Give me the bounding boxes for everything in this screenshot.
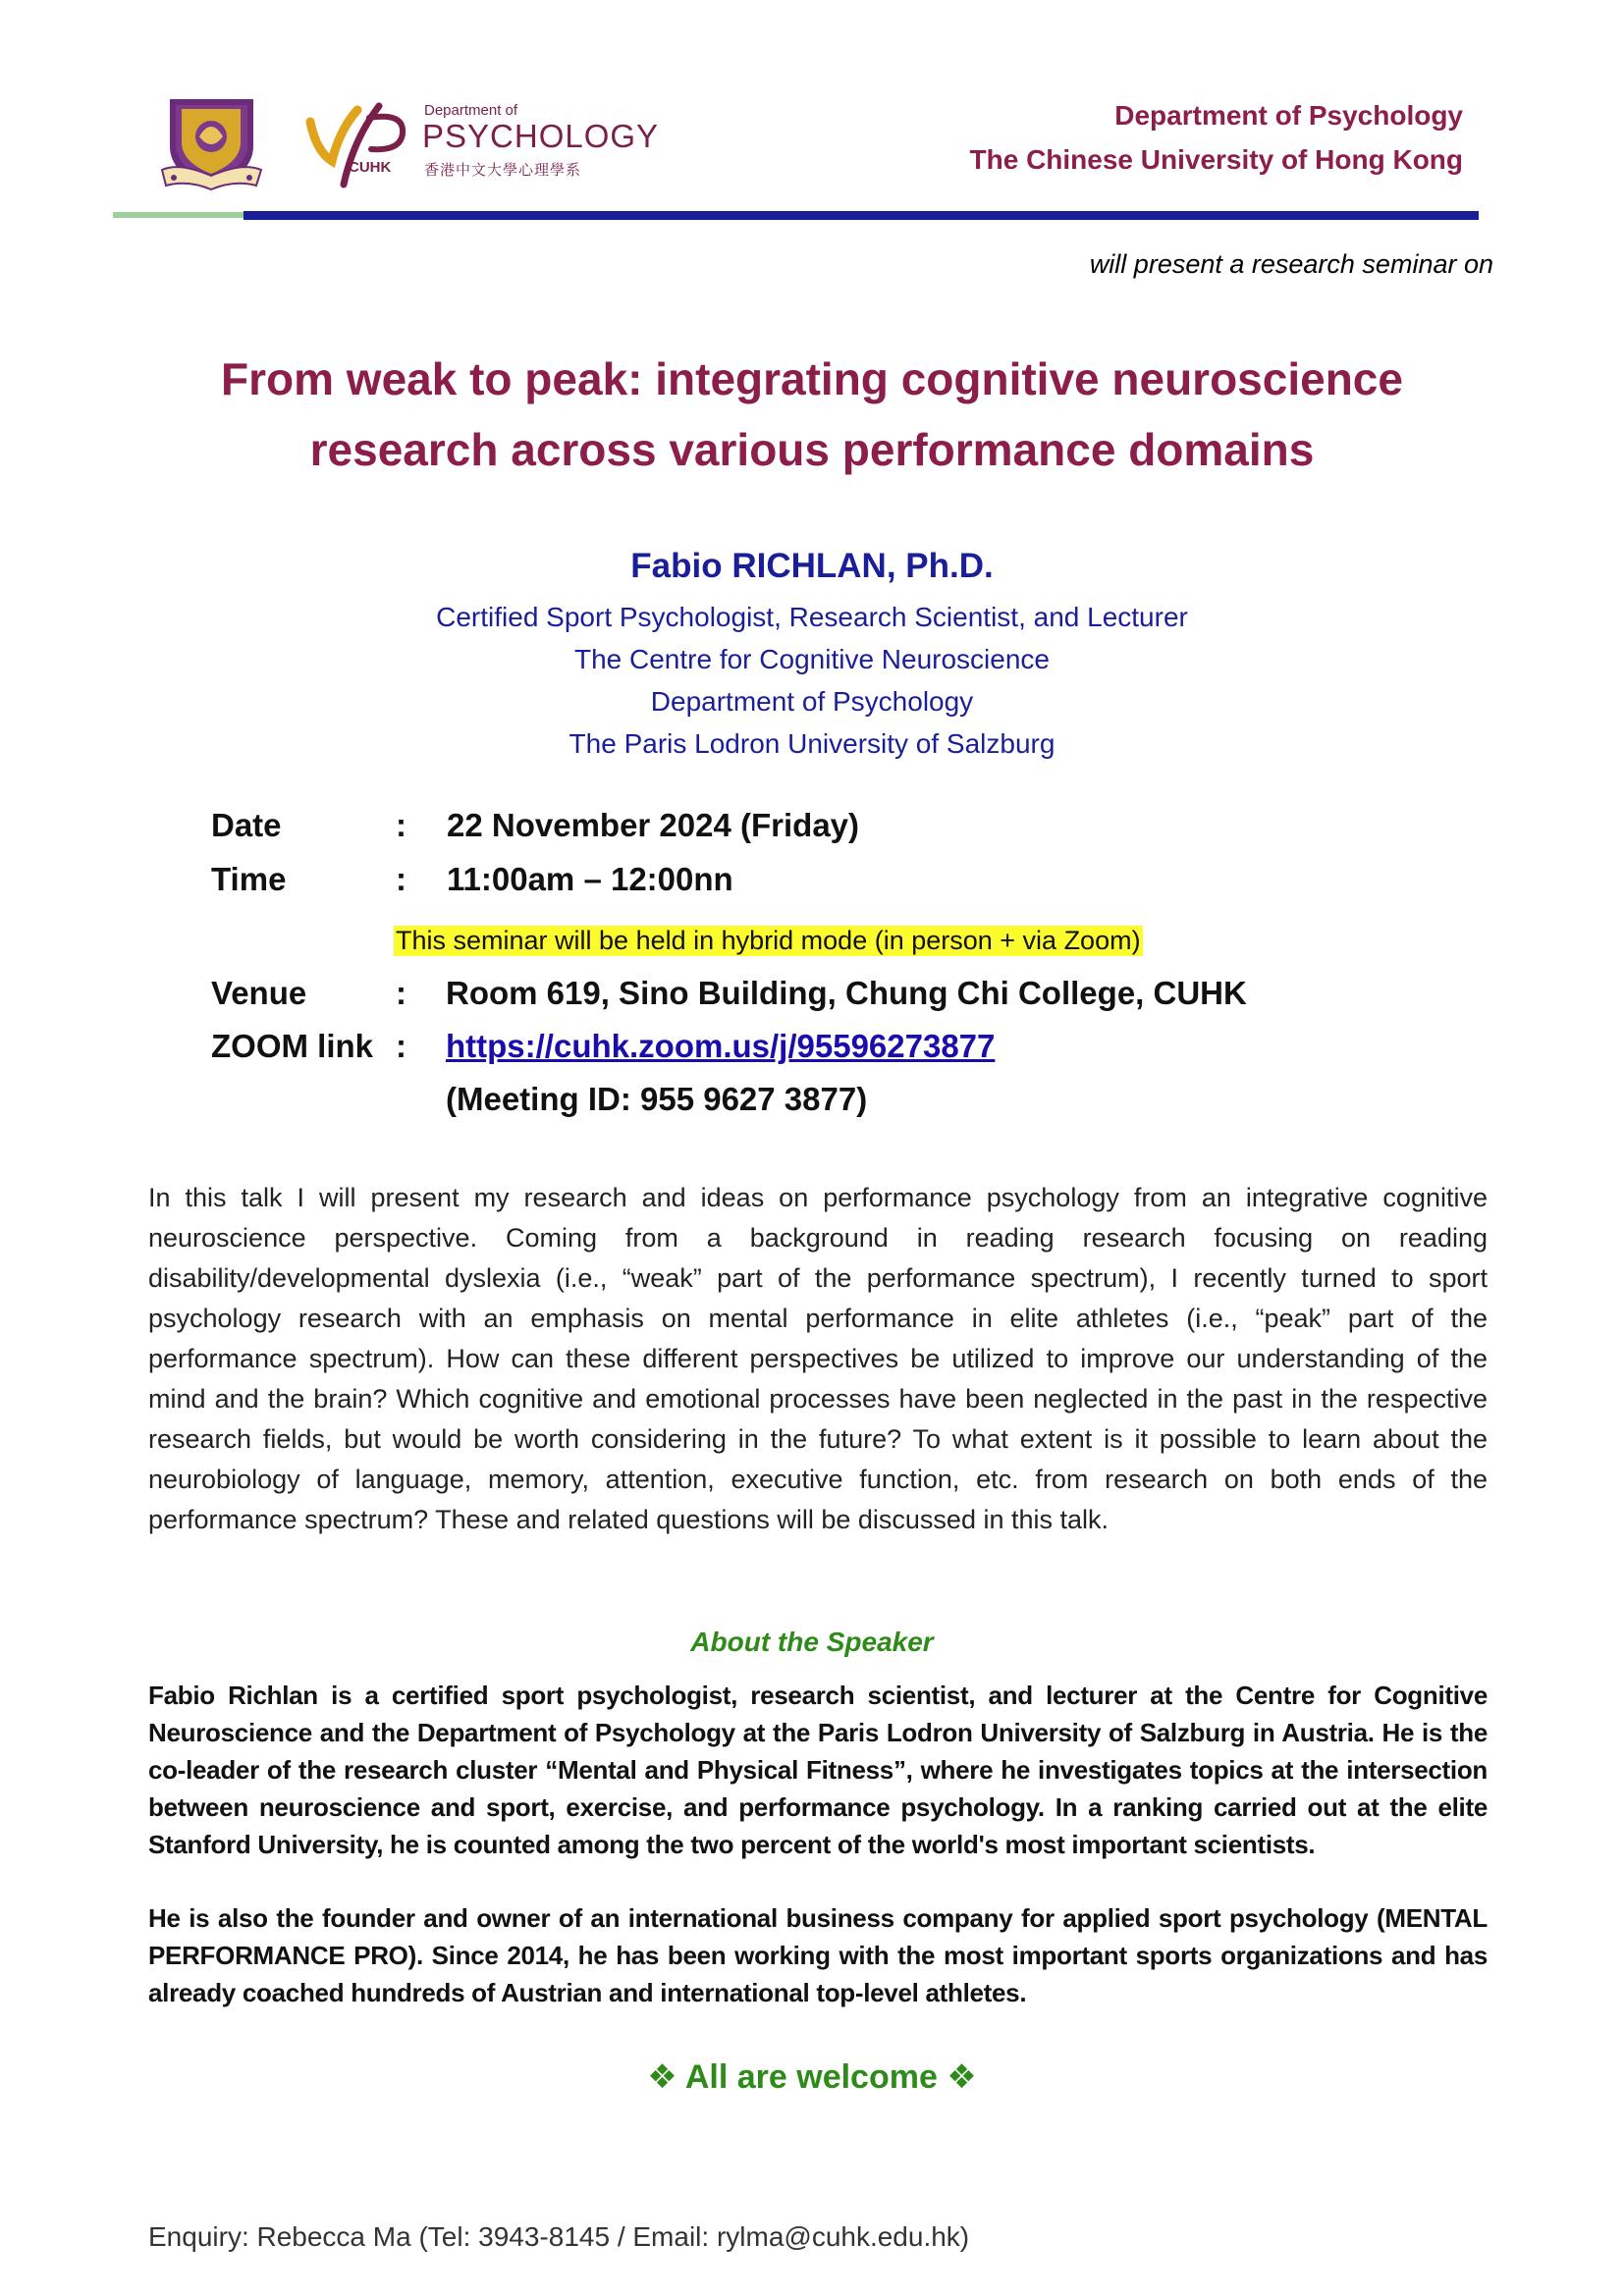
logo-cuhk-text: CUHK — [349, 159, 392, 176]
zoom-label: ZOOM link — [211, 1028, 373, 1064]
seminar-title — [0, 344, 1624, 485]
header-divider-green — [113, 212, 244, 218]
abstract-paragraph: In this talk I will present my research and ideas on performance psychology from an integrative cognitive neuroscience perspective. Coming from a background in reading research focusing on reading disability/developmental dyslexia (i.e., “weak” part of the performance spectrum), I recently turned to sport psychology research with an emphasis on mental performance in elite athletes (i.e., “peak” part of the performance spectrum). How can these different perspectives be utilized to improve our understanding of the mind and the brain? Which cognitive and emotional processes have been neglected in the past in the respective research fields, but would be worth considering in the future? To what extent is it possible to learn about the neurobiology of language, memory, attention, executive function, etc. from research on both ends of the performance spectrum? These and related questions will be discussed in this talk. — [148, 1183, 1488, 1534]
all-welcome-line: ❖ All are welcome ❖ — [647, 2058, 977, 2096]
venue-value: Room 619, Sino Building, Chung Chi College, CUHK — [446, 975, 1247, 1011]
venue-label: Venue — [211, 975, 307, 1011]
zoom-value — [446, 1028, 995, 1065]
header-university: The Chinese University of Hong Kong — [969, 144, 1463, 175]
about-speaker-heading: About the Speaker — [690, 1627, 934, 1657]
speaker-affiliation: The Paris Lodron University of Salzburg — [568, 728, 1056, 759]
zoom-colon: : — [396, 1028, 406, 1064]
logo-department-of-text: Department of — [424, 102, 518, 119]
time-value: 11:00am – 12:00nn — [447, 861, 733, 897]
time-colon: : — [396, 861, 406, 897]
intro-line: will present a research seminar on — [1089, 249, 1493, 279]
meeting-id: (Meeting ID: 955 9627 3877) — [446, 1081, 868, 1117]
enquiry-contact: Enquiry: Rebecca Ma (Tel: 3943-8145 / Email: rylma@cuhk.edu.hk) — [148, 2221, 970, 2252]
header-department: Department of Psychology — [1114, 100, 1463, 131]
logo-chinese-name-text: 香港中文大學心理學系 — [424, 162, 582, 179]
date-label: Date — [211, 807, 282, 843]
logo-psychology-text: PSYCHOLOGY — [422, 118, 660, 154]
time-label: Time — [211, 861, 287, 897]
date-colon: : — [396, 807, 406, 843]
speaker-affiliation: The Centre for Cognitive Neuroscience — [573, 644, 1050, 674]
speaker-affiliation: Certified Sport Psychologist, Research Scientist, and Lecturer — [436, 602, 1188, 632]
venue-colon: : — [396, 975, 406, 1011]
header-divider-blue — [244, 211, 1479, 220]
speaker-affiliation: Department of Psychology — [650, 686, 974, 717]
seminar-title-line-1: From weak to peak: integrating cognitive neuroscience — [221, 353, 1403, 404]
cuhk-crest-logo — [160, 95, 263, 193]
date-value: 22 November 2024 (Friday) — [447, 807, 860, 843]
zoom-link[interactable]: https://cuhk.zoom.us/j/95596273877 — [446, 1028, 996, 1064]
hybrid-mode-note: This seminar will be held in hybrid mode (in person + via Zoom) — [396, 926, 1141, 955]
speaker-name: Fabio RICHLAN, Ph.D. — [630, 547, 994, 585]
speaker-bio-paragraph-2: He is also the founder and owner of an international business company for applied sport psychology (MENTAL PERFORMANCE PRO). Since 2014, he has been working with the most important sports organizations and has already coached hundreds of Austrian and international top-level athletes. — [148, 1903, 1488, 2007]
seminar-title-line-2: research across various performance domains — [309, 424, 1315, 475]
speaker-bio-paragraph-1: Fabio Richlan is a certified sport psychologist, research scientist, and lecturer at the Centre for Cognitive Neuroscience and the Department of Psychology at the Paris Lodron University of Salzburg in Austria. He is the co-leader of the research cluster “Mental and Physical Fitness”, where he investigates topics at the intersection between neuroscience and sport, exercise, and performance psychology. In a ranking carried out at the elite Stanford University, he is counted among the two percent of the world's most important scientists. — [148, 1681, 1488, 1859]
